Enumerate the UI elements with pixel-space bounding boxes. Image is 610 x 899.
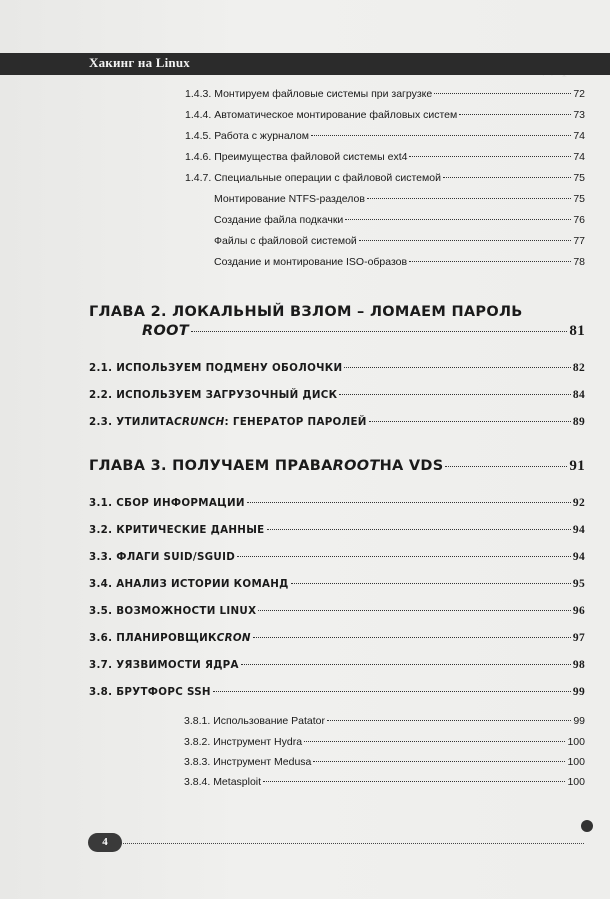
section-title: 2.2. ИСПОЛЬЗУЕМ ЗАГРУЗОЧНЫЙ ДИСК — [89, 389, 338, 401]
chapter-2-title-line1: ГЛАВА 2. ЛОКАЛЬНЫЙ ВЗЛОМ – ЛОМАЕМ ПАРОЛЬ — [89, 304, 523, 320]
toc-entry-num: 1.4.6. — [185, 151, 212, 163]
section-entry[interactable] — [89, 632, 585, 644]
toc-entry-title: Создание и монтирование ISO-образов — [214, 256, 408, 268]
section-title: 3.1. СБОР ИНФОРМАЦИИ — [89, 497, 245, 509]
toc-entry-page: 75 — [573, 172, 585, 184]
corner-dot-decoration — [581, 820, 593, 832]
toc-entry[interactable] — [185, 88, 585, 100]
section-page: 92 — [572, 497, 585, 509]
section-page: 89 — [572, 416, 585, 428]
section-page: 98 — [572, 659, 585, 671]
chapter-2-heading-line2[interactable] — [142, 323, 585, 340]
subsection-page: 100 — [567, 776, 585, 788]
toc-entry[interactable] — [185, 172, 585, 184]
section-page: 94 — [572, 524, 585, 536]
section-entry[interactable] — [89, 524, 585, 536]
running-header-title: Хакинг на Linux — [89, 55, 190, 70]
toc-entry[interactable] — [214, 256, 585, 268]
toc-entry-num: 1.4.5. — [185, 130, 212, 142]
subsection-title: 3.8.3. Инструмент Medusa — [184, 756, 312, 768]
section-page: 84 — [572, 389, 585, 401]
section-page: 99 — [572, 686, 585, 698]
section-title-italic: CRON — [216, 632, 251, 644]
section-title: 3.5. ВОЗМОЖНОСТИ LINUX — [89, 605, 257, 617]
page-number: 4 — [88, 833, 122, 852]
subsection-title: 3.8.1. Использование Patator — [184, 715, 325, 727]
subsection-page: 100 — [567, 756, 585, 768]
toc-entry-num: 1.4.4. — [185, 109, 212, 121]
chapter-3-page: 91 — [569, 458, 585, 474]
toc-entry-page: 74 — [573, 151, 585, 163]
toc-entry-num: 1.4.3. — [185, 88, 212, 100]
chapter-2-title-line2: ROOT — [142, 323, 189, 339]
toc-entry[interactable] — [214, 214, 585, 226]
toc-entry-title: Монтирование NTFS-разделов — [214, 193, 365, 205]
section-page: 97 — [572, 632, 585, 644]
section-entry[interactable] — [89, 551, 585, 563]
section-entry[interactable] — [89, 497, 585, 509]
toc-entry-page: 72 — [573, 88, 585, 100]
chapter-3-title-suffix: НА VDS — [379, 458, 444, 474]
toc-entry-title: Работа с журналом — [214, 130, 309, 142]
section-title-prefix: 3.6. ПЛАНИРОВЩИК — [89, 632, 217, 644]
chapter-3-title-italic: ROOT — [332, 458, 380, 474]
section-entry[interactable] — [89, 389, 585, 401]
section-entry[interactable] — [89, 686, 585, 698]
section-page: 96 — [572, 605, 585, 617]
toc-entry-page: 75 — [573, 193, 585, 205]
chapter-2-heading[interactable] — [89, 304, 523, 320]
section-title: 3.2. КРИТИЧЕСКИЕ ДАННЫЕ — [89, 524, 265, 536]
section-entry[interactable] — [89, 605, 585, 617]
section-page: 94 — [572, 551, 585, 563]
subsection-entry[interactable] — [184, 756, 585, 768]
toc-entry-title: Преимущества файловой системы ext4 — [214, 151, 408, 163]
toc-entry-page: 76 — [573, 214, 585, 226]
section-title-prefix: 2.3. УТИЛИТА — [89, 416, 175, 428]
toc-entry-page: 78 — [573, 256, 585, 268]
subsection-entry[interactable] — [184, 736, 585, 748]
chapter-3-title-prefix: ГЛАВА 3. ПОЛУЧАЕМ ПРАВА — [89, 458, 333, 474]
toc-entry-title: Автоматическое монтирование файловых систем — [214, 109, 458, 121]
subsection-page: 100 — [567, 736, 585, 748]
toc-entry-title: Монтируем файловые системы при загрузке — [214, 88, 433, 100]
chapter-3-heading[interactable] — [89, 458, 585, 475]
section-title: 3.3. ФЛАГИ SUID/SGUID — [89, 551, 236, 563]
section-title: 2.1. ИСПОЛЬЗУЕМ ПОДМЕНУ ОБОЛОЧКИ — [89, 362, 343, 374]
section-entry[interactable] — [89, 659, 585, 671]
section-page: 82 — [572, 362, 585, 374]
chapter-2-page: 81 — [569, 323, 585, 339]
subsection-title: 3.8.2. Инструмент Hydra — [184, 736, 303, 748]
toc-entry-num: 1.4.7. — [185, 172, 212, 184]
section-entry[interactable] — [89, 362, 585, 374]
toc-entry-page: 73 — [573, 109, 585, 121]
toc-entry[interactable] — [214, 235, 585, 247]
section-entry[interactable] — [89, 578, 585, 590]
section-title-italic: CRUNCH — [174, 416, 225, 428]
section-entry[interactable] — [89, 416, 585, 428]
section-page: 95 — [572, 578, 585, 590]
subsection-page: 99 — [573, 715, 585, 727]
section-title-suffix: : ГЕНЕРАТОР ПАРОЛЕЙ — [224, 416, 367, 428]
toc-entry-title: Файлы с файловой системой — [214, 235, 357, 247]
toc-entry[interactable] — [185, 151, 585, 163]
footer-dotted-line — [120, 843, 584, 844]
section-title: 3.8. БРУТФОРС SSH — [89, 686, 211, 698]
section-title: 3.7. УЯЗВИМОСТИ ЯДРА — [89, 659, 239, 671]
section-title: 3.4. АНАЛИЗ ИСТОРИИ КОМАНД — [89, 578, 289, 590]
subsection-entry[interactable] — [184, 715, 585, 727]
subsection-entry[interactable] — [184, 776, 585, 788]
toc-entry[interactable] — [185, 130, 585, 142]
toc-entry-title: Создание файла подкачки — [214, 214, 344, 226]
toc-entry[interactable] — [185, 109, 585, 121]
toc-entry-title: Специальные операции с файловой системой — [214, 172, 441, 184]
subsection-title: 3.8.4. Metasploit — [184, 776, 262, 788]
toc-entry-page: 77 — [573, 235, 585, 247]
toc-entry-page: 74 — [573, 130, 585, 142]
toc-entry[interactable] — [214, 193, 585, 205]
